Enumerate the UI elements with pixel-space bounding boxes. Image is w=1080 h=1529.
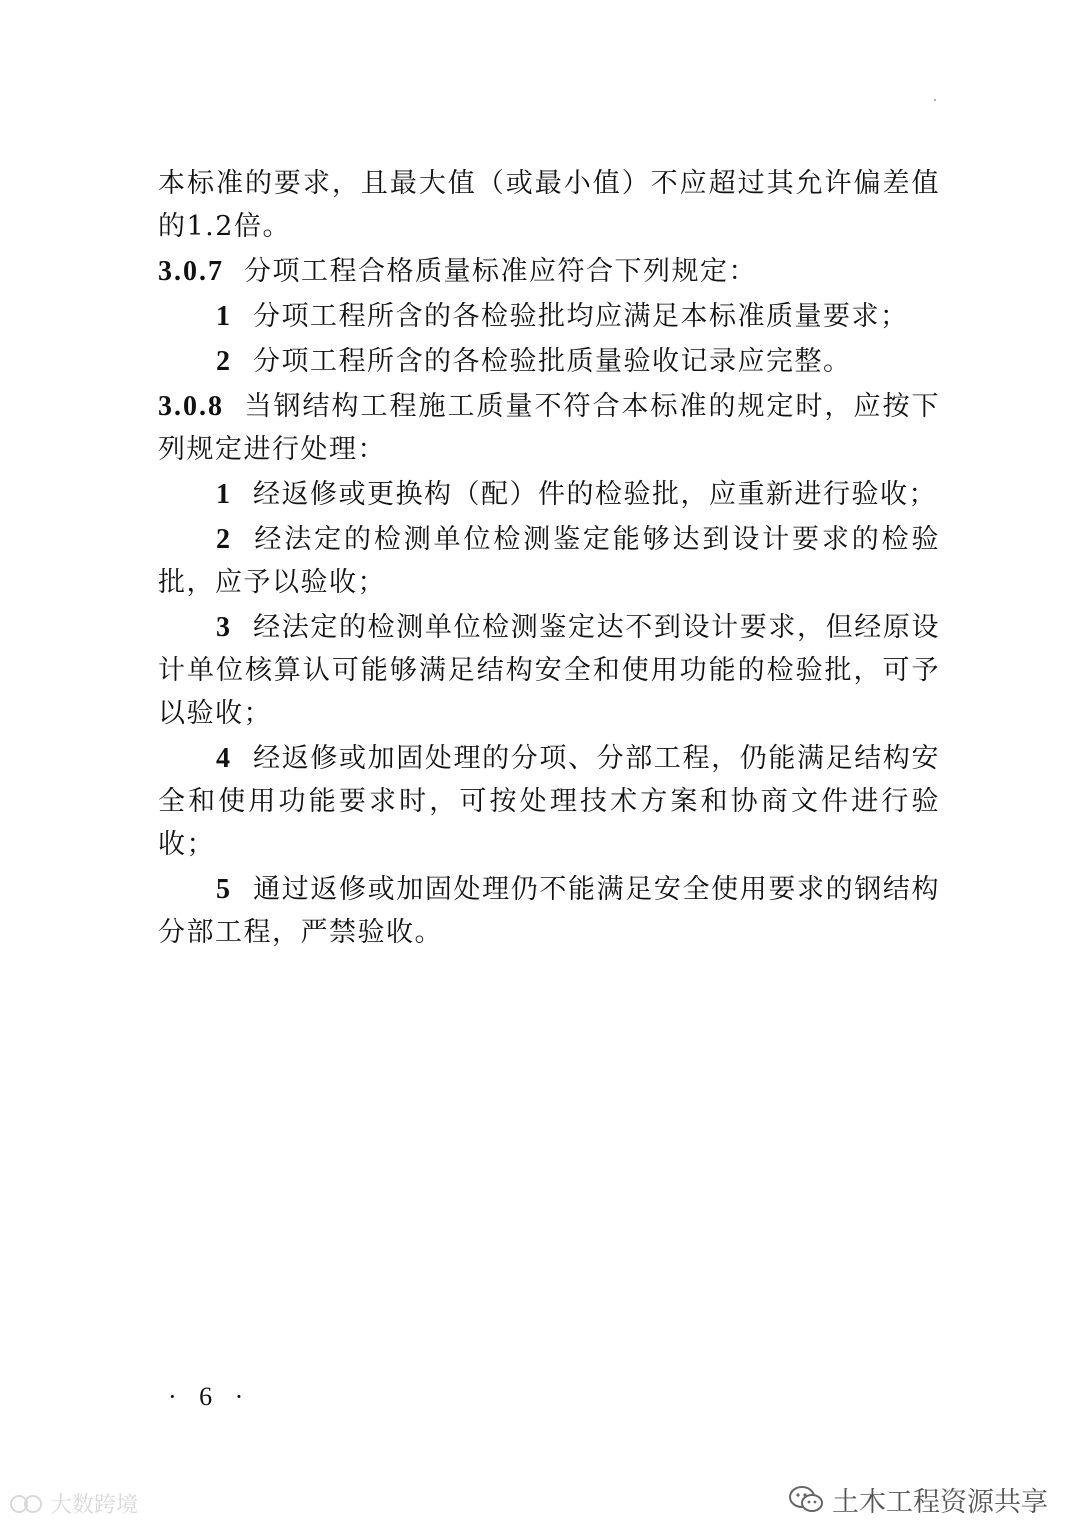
item-number: 2 — [216, 524, 231, 555]
item-text: 经法定的检测单位检测鉴定达不到设计要求，但经原设计单位核算认可能够满足结构安全和使用功能的检验批，可予以验收； — [158, 612, 940, 729]
list-item — [158, 473, 940, 516]
clause-3-0-8 — [158, 385, 940, 471]
scan-speck — [934, 99, 936, 101]
clause-number: 3.0.7 — [158, 256, 224, 287]
item-number: 5 — [216, 874, 231, 905]
page-number: · 6 · — [168, 1382, 252, 1411]
paragraph-text: 本标准的要求，且最大值（或最小值）不应超过其允许偏差值的1.2倍。 — [158, 168, 940, 242]
clause-text: 分项工程合格质量标准应符合下列规定： — [244, 256, 757, 287]
item-text: 分项工程所含的各检验批质量验收记录应完整。 — [253, 346, 852, 377]
item-number: 1 — [216, 301, 231, 332]
item-number: 1 — [216, 479, 231, 510]
logo-icon — [10, 1493, 44, 1515]
body-text — [158, 162, 940, 956]
item-text: 经返修或更换构（配）件的检验批，应重新进行验收； — [253, 479, 937, 510]
clause-number: 3.0.8 — [158, 391, 224, 422]
item-number: 4 — [216, 743, 231, 774]
wechat-icon — [788, 1485, 824, 1515]
list-item — [158, 737, 940, 866]
list-item — [158, 606, 940, 735]
item-text: 经法定的检测单位检测鉴定能够达到设计要求的检验批，应予以验收； — [158, 524, 940, 598]
watermark-left-text: 大数跨境 — [50, 1493, 139, 1518]
list-item — [158, 518, 940, 604]
list-item — [158, 868, 940, 954]
item-text: 分项工程所含的各检验批均应满足本标准质量要求； — [253, 301, 909, 332]
watermark-right-text: 土木工程资源共享 — [832, 1487, 1048, 1518]
watermark-left — [10, 1488, 138, 1519]
watermark-right — [788, 1480, 1048, 1519]
item-text: 通过返修或加固处理仍不能满足安全使用要求的钢结构分部工程，严禁验收。 — [158, 874, 940, 948]
list-item — [158, 295, 940, 338]
item-number: 3 — [216, 612, 231, 643]
list-item — [158, 340, 940, 383]
clause-text: 当钢结构工程施工质量不符合本标准的规定时，应按下列规定进行处理： — [158, 391, 940, 465]
item-text: 经返修或加固处理的分项、分部工程，仍能满足结构安全和使用功能要求时，可按处理技术方案和协商文件进行验收； — [158, 743, 940, 860]
item-number: 2 — [216, 346, 231, 377]
clause-3-0-7 — [158, 250, 940, 293]
paragraph-continuation — [158, 162, 940, 248]
